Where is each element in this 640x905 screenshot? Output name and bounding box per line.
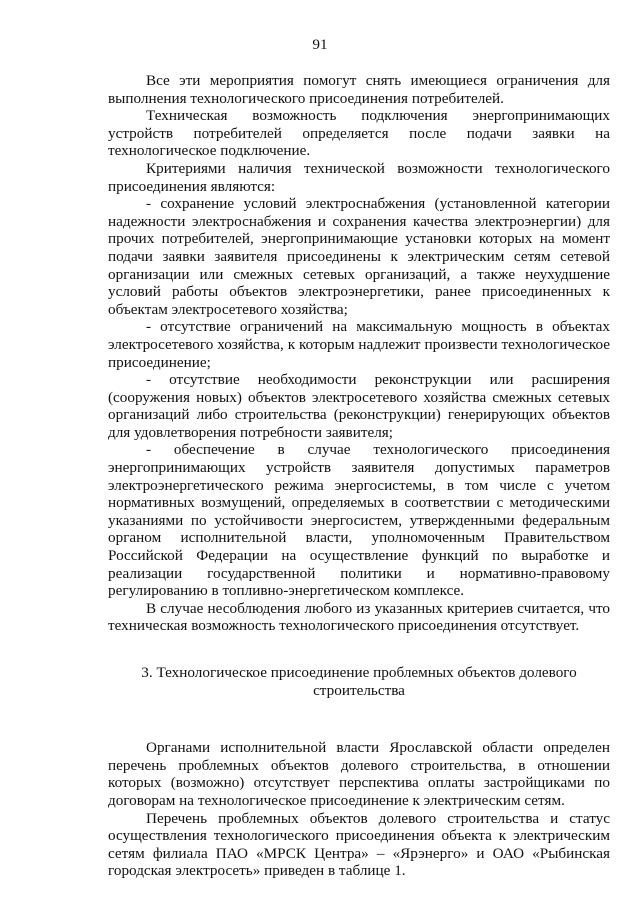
criteria-item: - сохранение условий электроснабжения (установленной категории надежности электроснабжения и сохранения качества электроэнергии) для прочих потребителей, энергопринимающие установки которых на момент подачи заявки заявителя присоединены к электрическим сетям сетевой организации или смежных сетевых организаций, а также неухудшение условий работы объектов электроэнергетики, ранее присоединенных к объектам электросетевого хозяйства; — [108, 195, 610, 318]
criteria-item: - отсутствие ограничений на максимальную мощность в объектах электросетевого хозяйства, к которым надлежит произвести технологическое присоединение; — [108, 318, 610, 371]
page-number: 91 — [312, 36, 328, 53]
paragraph: Техническая возможность подключения энергопринимающих устройств потребителей определяется после подачи заявки на технологическое подключение. — [108, 107, 610, 160]
criteria-item: - отсутствие необходимости реконструкции или расширения (сооружения новых) объектов электросетевого хозяйства смежных сетевых организаций либо строительства (реконструкции) генерирующих объектов для удовлетворения потребности заявителя; — [108, 371, 610, 441]
criteria-item: - обеспечение в случае технологического присоединения энергопринимающих устройств заявителя допустимых параметров электроэнергетического режима энергосистемы, в том числе с учетом нормативных возмущений, определяемых в соответствии с методическими указаниями по устойчивости энергосистем, утвержденными федеральным органом исполнительной власти, уполномоченным Правительством Российской Федерации на осуществление функций по выработке и реализации государственной политики и нормативно-правовому регулированию в топливно-энергетическом комплексе. — [108, 441, 610, 600]
document-body — [108, 72, 610, 880]
paragraph: Все эти мероприятия помогут снять имеющиеся ограничения для выполнения технологического присоединения потребителей. — [108, 72, 610, 107]
paragraph: Перечень проблемных объектов долевого строительства и статус осуществления технологического присоединения объекта к электрическим сетям филиала ПАО «МРСК Центра» – «Ярэнерго» и ОАО «Рыбинская городская электросеть» приведен в таблице 1. — [108, 809, 610, 880]
section-spacer — [108, 699, 610, 739]
paragraph: Критериями наличия технической возможности технологического присоединения являются: — [108, 159, 610, 195]
paragraph: Органами исполнительной власти Ярославской области определен перечень проблемных объектов долевого строительства, в отношении которых (возможно) отсутствует перспектива оплаты застройщиками по договорам на технологическое присоединение к электрическим сетям. — [108, 739, 610, 809]
paragraph: В случае несоблюдения любого из указанных критериев считается, что техническая возможность технологического присоединения отсутствует. — [108, 599, 610, 635]
section-heading: 3. Технологическое присоединение проблемных объектов долевого строительства — [141, 664, 577, 699]
